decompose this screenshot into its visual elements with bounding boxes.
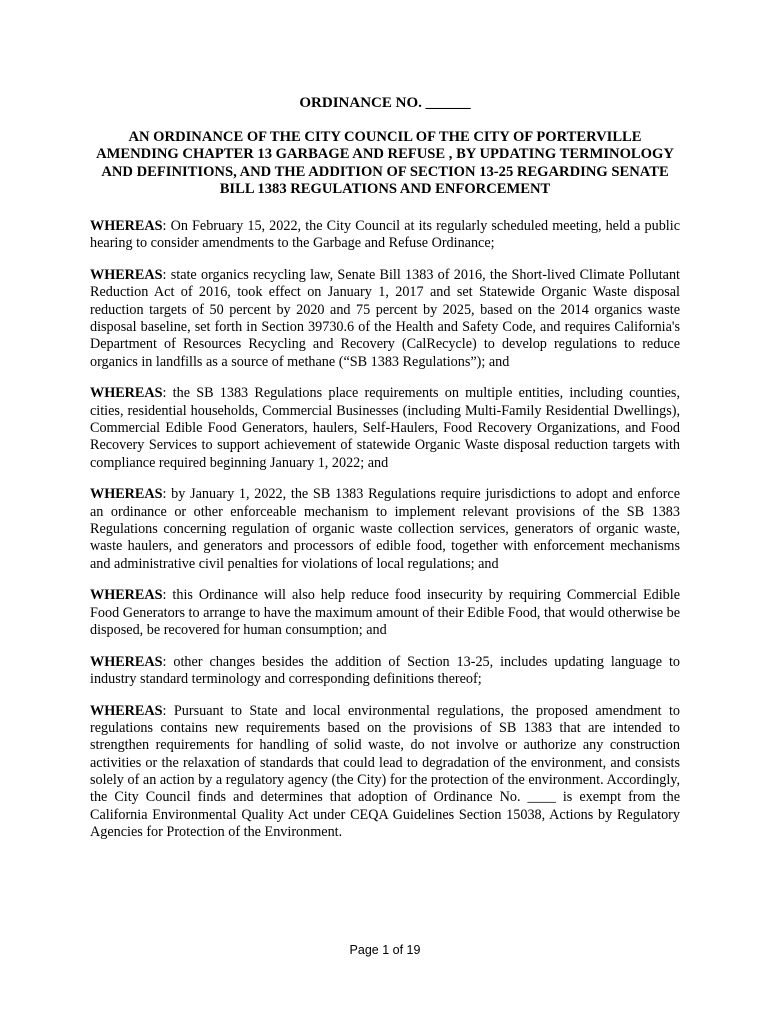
whereas-paragraph-4 <box>90 486 680 572</box>
paragraph-text: : other changes besides the addition of Section 13-25, includes updating language to industry standard terminology and corresponding definitions thereof; <box>90 653 680 688</box>
ordinance-title: AN ORDINANCE OF THE CITY COUNCIL OF THE CITY OF PORTERVILLE AMENDING CHAPTER 13 GARBAGE AND REFUSE , BY UPDATING TERMINOLOGY AND DEFINITIONS, AND THE ADDITION OF SECTION 13-25 REGARDING SENATE BILL 1383 REGULATIONS AND ENFORCEMENT <box>96 129 674 197</box>
whereas-paragraph-5 <box>90 587 680 639</box>
paragraph-text: : by January 1, 2022, the SB 1383 Regulations require jurisdictions to adopt and enforce an ordinance or other enforceable mechanism to implement relevant provisions of the SB 1383 Regulations concerning regulation of organic waste collection services, generators of organic waste, waste haulers, and generators and processors of edible food, together with enforcement mechanisms and administrative civil penalties for violations of local regulations; and <box>90 486 680 572</box>
paragraph-text: : state organics recycling law, Senate Bill 1383 of 2016, the Short-lived Climate Pollutant Reduction Act of 2016, took effect on January 1, 2017 and set Statewide Organic Waste disposal reduction targets of 50 percent by 2020 and 75 percent by 2025, based on the 2014 organics waste disposal baseline, set forth in Section 39730.6 of the Health and Safety Code, and requires California's Department of Resources Recycling and Recovery (CalRecycle) to develop regulations to reduce organics in landfills as a source of methane (“SB 1383 Regulations”); and <box>90 267 680 370</box>
whereas-keyword: WHEREAS <box>90 385 163 402</box>
whereas-keyword: WHEREAS <box>90 486 163 503</box>
whereas-keyword: WHEREAS <box>90 653 163 670</box>
paragraph-text: : the SB 1383 Regulations place requirements on multiple entities, including counties, cities, residential households, Commercial Businesses (including Multi-Family Residential Dwellings), Commercial Edible Food Generators, haulers, Self-Haulers, Food Recovery Organizations, and Food Recovery Services to support achievement of statewide Organic Waste disposal reduction targets with compliance required beginning January 1, 2022; and <box>90 385 680 471</box>
whereas-paragraph-6 <box>90 654 680 689</box>
whereas-paragraph-3 <box>90 385 680 471</box>
page-number-footer: Page 1 of 19 <box>349 943 421 957</box>
whereas-paragraph-1 <box>90 218 680 253</box>
whereas-keyword: WHEREAS <box>90 218 163 234</box>
whereas-keyword: WHEREAS <box>90 587 163 604</box>
whereas-keyword: WHEREAS <box>90 702 163 719</box>
paragraph-text: : Pursuant to State and local environmental regulations, the proposed amendment to regulations contains new requirements based on the provisions of SB 1383 that are intended to strengthen requirements for handling of solid waste, do not involve or authorize any construction activities or the relaxation of standards that could lead to degradation of the environment, and consists solely of an action by a regulatory agency (the City) for the protection of the environment. Accordingly, the City Council finds and determines that adoption of Ordinance No. ____ is exempt from the California Environmental Quality Act under CEQA Guidelines Section 15038, Actions by Regulatory Agencies for Protection of the Environment. <box>90 702 680 840</box>
document-body <box>90 218 680 856</box>
ordinance-number: ORDINANCE NO. ______ <box>299 95 471 111</box>
paragraph-text: : On February 15, 2022, the City Council at its regularly scheduled meeting, held a public hearing to consider amendments to the Garbage and Refuse Ordinance; <box>90 218 680 252</box>
whereas-paragraph-7 <box>90 703 680 841</box>
whereas-paragraph-2 <box>90 267 680 371</box>
whereas-keyword: WHEREAS <box>90 267 163 284</box>
paragraph-text: : this Ordinance will also help reduce food insecurity by requiring Commercial Edible Food Generators to arrange to have the maximum amount of their Edible Food, that would otherwise be disposed, be recovered for human consumption; and <box>90 587 680 638</box>
